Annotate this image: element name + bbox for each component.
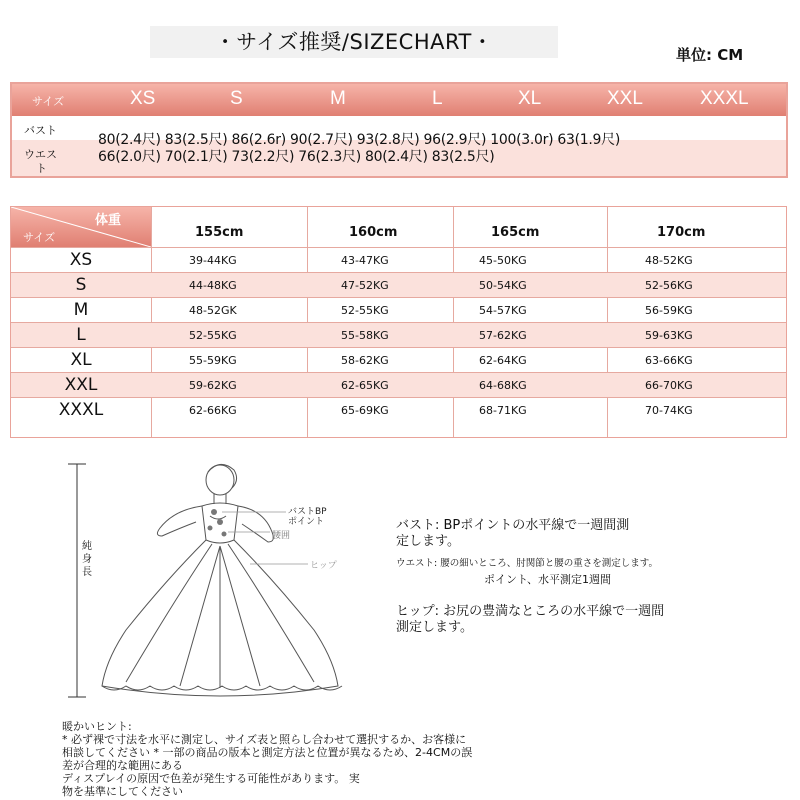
size-l: L <box>432 88 443 109</box>
length-label: 純身長 <box>82 541 92 578</box>
hip-label: ヒップ <box>310 561 337 571</box>
row-size: XL <box>70 350 92 370</box>
weight-cell: 59-62KG <box>189 379 237 392</box>
weight-cell: 50-54KG <box>479 279 527 292</box>
bust-label: バスト <box>24 124 57 137</box>
bust-bp-label: バストBP <box>288 507 327 517</box>
weight-cell: 66-70KG <box>645 379 693 392</box>
tip-line: ディスプレイの原因で色差が発生する可能性があります。 実 <box>62 772 360 785</box>
page-title: ・サイズ推奨/SIZECHART・ <box>150 26 558 58</box>
tip-line: * 必ず裸で寸法を水平に測定し、サイズ表と照らし合わせて選択するか、お客様に <box>62 733 467 746</box>
weight-cell: 48-52KG <box>645 254 693 267</box>
size-xxxl: XXXL <box>700 88 749 109</box>
weight-cell: 65-69KG <box>341 404 389 417</box>
table-row <box>11 272 786 297</box>
weight-cell: 45-50KG <box>479 254 527 267</box>
row-size: XXL <box>64 375 98 395</box>
weight-cell: 59-63KG <box>645 329 693 342</box>
table-row <box>11 397 786 422</box>
table-row <box>11 372 786 397</box>
hip-note-line2: 測定します。 <box>396 620 473 635</box>
waist-label-cont: ト <box>36 162 47 175</box>
weight-cell: 57-62KG <box>479 329 527 342</box>
table-row <box>11 247 786 272</box>
size-s: S <box>230 88 243 109</box>
corner-weight-label: 体重 <box>95 213 122 228</box>
point-note: ポイント、水平測定1週間 <box>484 573 612 586</box>
size-xxl: XXL <box>607 88 643 109</box>
size-xl: XL <box>518 88 542 109</box>
size-m: M <box>330 88 346 109</box>
height-165: 165cm <box>491 225 540 240</box>
row-size: S <box>75 275 87 295</box>
bust-note-line1: バスト: BPポイントの水平線で一週間測 <box>396 518 630 533</box>
weight-cell: 44-48KG <box>189 279 237 292</box>
row-size: XS <box>69 250 93 270</box>
table-row <box>11 347 786 372</box>
tip-heading: 暖かいヒント: <box>62 720 132 733</box>
height-160: 160cm <box>349 225 398 240</box>
length-ruler <box>62 462 92 702</box>
bust-values: 80(2.4尺) 83(2.5尺) 86(2.6r) 90(2.7尺) 93(2.8尺) 96(2.9尺) 100(3.0r) 63(1.9尺) <box>98 132 620 148</box>
weight-cell: 39-44KG <box>189 254 237 267</box>
tip-line: 差が合理的な範囲にある <box>62 759 183 772</box>
unit-label: 単位: CM <box>676 46 744 64</box>
waist-values: 66(2.0尺) 70(2.1尺) 73(2.2尺) 76(2.3尺) 80(2.4尺) 83(2.5尺) <box>98 149 495 165</box>
weight-cell: 62-65KG <box>341 379 389 392</box>
row-size: XXXL <box>58 400 104 420</box>
corner-size-label: サイズ <box>23 231 56 244</box>
weight-cell: 43-47KG <box>341 254 389 267</box>
weight-cell: 55-58KG <box>341 329 389 342</box>
weight-corner-cell <box>11 207 151 247</box>
waist-note: ウエスト: 腰の細いところ、肘関節と腰の重さを測定します。 <box>396 558 658 569</box>
tip-line: 物を基準にしてください <box>62 785 183 798</box>
size-header-label: サイズ <box>32 95 65 108</box>
weight-cell: 62-64KG <box>479 354 527 367</box>
weight-cell: 55-59KG <box>189 354 237 367</box>
weight-cell: 63-66KG <box>645 354 693 367</box>
height-155: 155cm <box>195 225 244 240</box>
weight-cell: 70-74KG <box>645 404 693 417</box>
weight-cell: 52-56KG <box>645 279 693 292</box>
row-size: L <box>76 325 86 345</box>
row-size: M <box>73 300 89 320</box>
weight-cell: 52-55KG <box>189 329 237 342</box>
weight-cell: 47-52KG <box>341 279 389 292</box>
hip-note-line1: ヒップ: お尻の豊満なところの水平線で一週間 <box>396 604 665 619</box>
weight-cell: 48-52GK <box>189 304 237 317</box>
weight-cell: 54-57KG <box>479 304 527 317</box>
waist-label: ウエス <box>24 148 57 161</box>
weight-cell: 62-66KG <box>189 404 237 417</box>
weight-cell: 58-62KG <box>341 354 389 367</box>
dress-illustration <box>90 462 350 702</box>
bust-note-line2: 定します。 <box>396 534 460 549</box>
tip-line: 相談してください * 一部の商品の版本と測定方法と位置が異なるため、2-4CMの誤 <box>62 746 473 759</box>
size-xs: XS <box>130 88 156 109</box>
waist-circ-label: 腰囲 <box>272 531 291 541</box>
size-chart-table <box>10 82 788 178</box>
weight-table <box>10 206 787 438</box>
point-label: ポイント <box>288 517 325 527</box>
weight-cell: 56-59KG <box>645 304 693 317</box>
table-row <box>11 322 786 347</box>
size-chart-header <box>12 84 786 116</box>
table-row <box>11 297 786 322</box>
weight-cell: 52-55KG <box>341 304 389 317</box>
height-170: 170cm <box>657 225 706 240</box>
weight-cell: 64-68KG <box>479 379 527 392</box>
weight-cell: 68-71KG <box>479 404 527 417</box>
